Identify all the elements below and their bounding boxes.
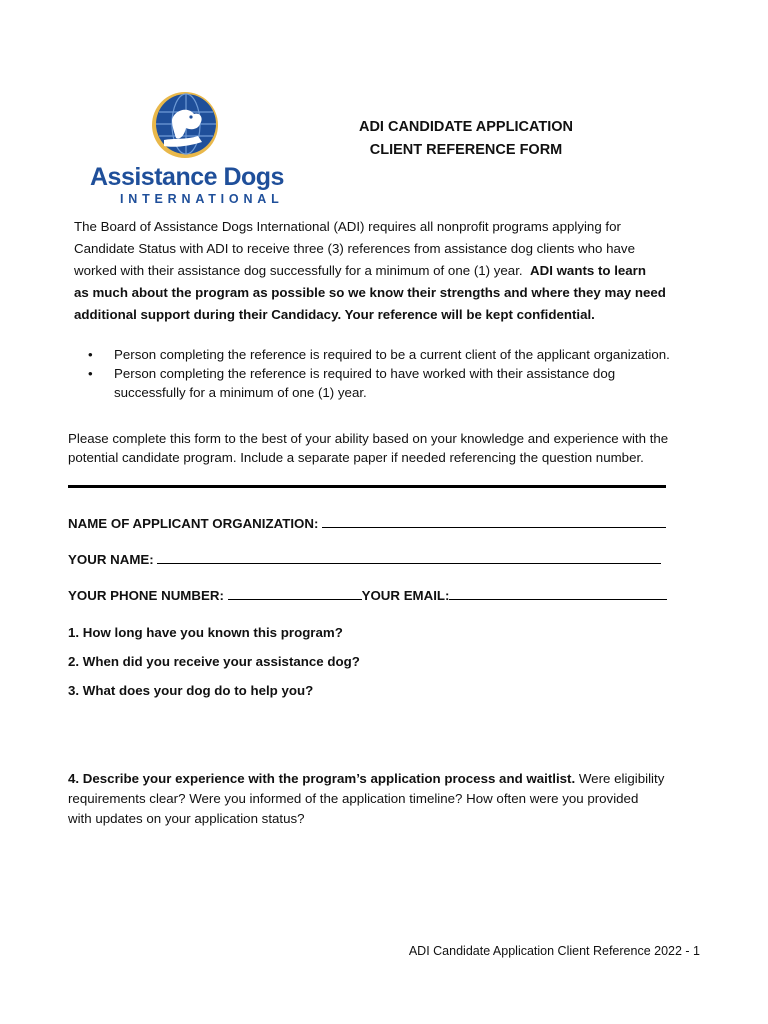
- name-label: YOUR NAME:: [68, 552, 154, 567]
- globe-dog-emblem-icon: [150, 90, 220, 160]
- phone-label: YOUR PHONE NUMBER:: [68, 588, 224, 603]
- question-2: 2. When did you receive your assistance dog?: [68, 654, 360, 669]
- form-title-line2: CLIENT REFERENCE FORM: [369, 142, 563, 158]
- phone-input-line[interactable]: [228, 585, 362, 600]
- intro-line: Candidate Status with ADI to receive three (3) references from assistance dog clients who have: [74, 241, 635, 256]
- intro-line: worked with their assistance dog successfully for a minimum of one (1) year. ADI wants to learn: [74, 263, 646, 278]
- intro-bold-line: additional support during their Candidacy. Your reference will be kept confidential.: [74, 307, 595, 322]
- question-4-bold: 4. Describe your experience with the program’s application process and waitlist.: [68, 771, 576, 786]
- instructions: [68, 429, 748, 467]
- question-4-line: requirements clear? Were you informed of the application timeline? How often were you provided: [68, 791, 639, 806]
- question-1: 1. How long have you known this program?: [68, 625, 343, 640]
- email-input-line[interactable]: [449, 585, 667, 600]
- org-input-line[interactable]: [322, 513, 666, 528]
- contact-field-row: [68, 585, 667, 603]
- email-label: YOUR EMAIL:: [361, 588, 450, 603]
- section-divider: [68, 485, 666, 488]
- adi-logo: [90, 90, 290, 210]
- name-field-row: [68, 549, 661, 567]
- org-label: NAME OF APPLICANT ORGANIZATION:: [68, 516, 319, 531]
- question-3: 3. What does your dog do to help you?: [68, 683, 314, 698]
- page-footer: ADI Candidate Application Client Reference 2022 - 1: [408, 944, 700, 958]
- logo-subtitle: INTERNATIONAL: [120, 192, 284, 206]
- org-field-row: [68, 513, 666, 531]
- question-4-line: with updates on your application status?: [68, 811, 305, 826]
- name-input-line[interactable]: [157, 549, 661, 564]
- intro-bold-line: as much about the program as possible so we know their strengths and where they may need: [74, 285, 666, 300]
- instructions-line: Please complete this form to the best of your ability based on your knowledge and experience with the: [68, 431, 669, 446]
- instructions-line: potential candidate program. Include a separate paper if needed referencing the question number.: [68, 450, 644, 465]
- intro-paragraph: [74, 216, 734, 326]
- list-item: • Person completing the reference is required to have worked with their assistance dog successfully for a minimum of one (1) year.: [88, 366, 616, 400]
- requirements-list: [88, 345, 728, 402]
- list-item: • Person completing the reference is required to be a current client of the applicant organization.: [88, 347, 670, 362]
- question-4: 4. Describe your experience with the program’s application process and waitlist. Were eligibility requirements clear? Were you informed of the application timeline? How often were you provided with updates on your application status?: [68, 769, 708, 829]
- form-title-line1: ADI CANDIDATE APPLICATION: [358, 119, 573, 135]
- logo-wordmark: Assistance Dogs: [90, 163, 284, 191]
- intro-line: The Board of Assistance Dogs International (ADI) requires all nonprofit programs applying for: [74, 219, 621, 234]
